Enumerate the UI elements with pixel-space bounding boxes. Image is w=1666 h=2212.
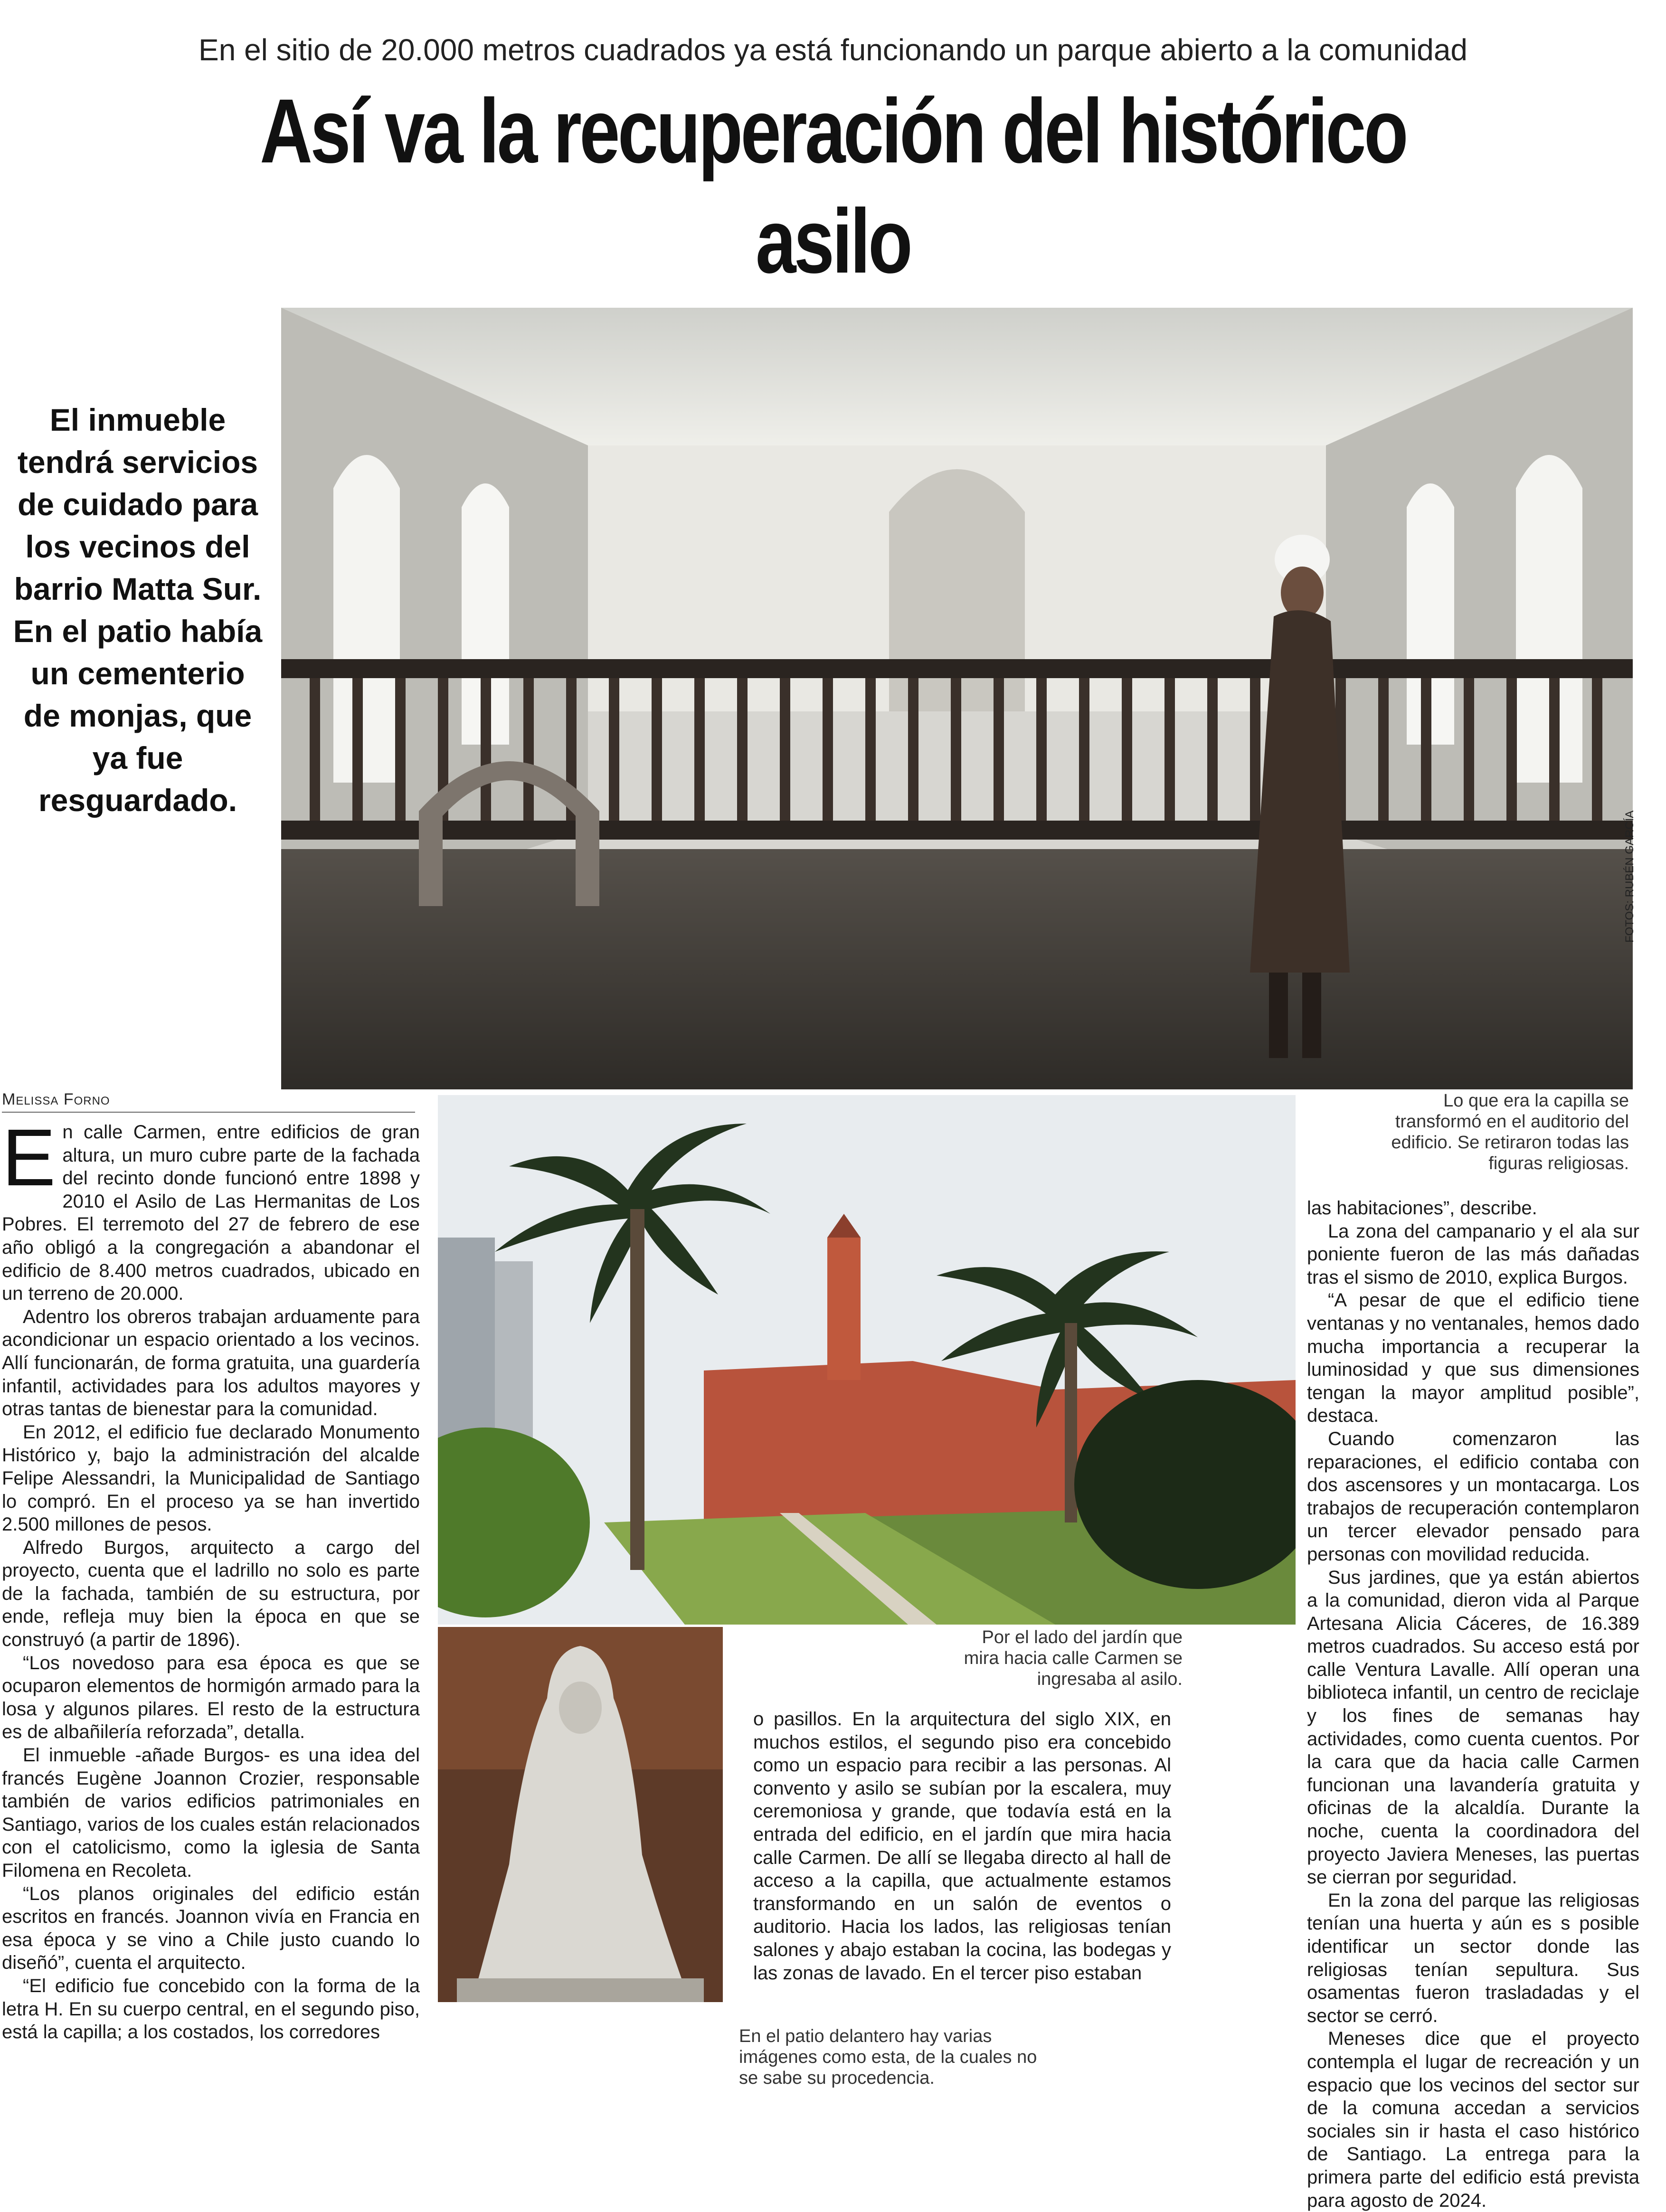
article-paragraph: Meneses dice que el proyecto contempla el lugar de recreación y un espacio que los vecinos del sector sur de la comuna accedan a servicios sociales sin ir hasta el caso histórico de Santiago. La entrega para la primera parte del edificio está prevista para agosto de 2024. [1307,2028,1639,2211]
garden-illustration [438,1095,1296,1625]
article-paragraph: En 2012, el edificio fue declarado Monumento Histórico y, bajo la administración del alcalde Felipe Alessandri, la Municipalidad de Santiago lo compró. En el proceso ya se han invertido 2.500 millones de pesos. [2,1421,420,1535]
photo-credit: FOTOS: RUBÉN GARCÍA [1623,810,1636,943]
article-paragraph: las habitaciones”, describe. [1307,1198,1537,1219]
article-paragraph: o pasillos. En la arquitectura del siglo XIX, en muchos estilos, el segundo piso era concebido como un espacio para recibir a las personas. Al convento y asilo se subían por la escalera, muy ceremoniosa y grande, que todavía está en la entrada del edificio, en el jardín que mira hacia calle Carmen. De allí se llegaba directo al hall de acceso a la capilla, que actualmente estamos transformando en un salón de eventos o auditorio. Hacia los lados, las religiosas tenían salones y abajo estaban la cocina, las bodegas y las zonas de lavado. En el tercer piso estaban [753,1709,1171,1984]
pullquote: El inmueble tendrá servicios de cuidado para los vecinos del barrio Matta Sur. En el patio había un cementerio de monjas, que ya fue resguardado. [13,402,263,818]
caption-chapel: Lo que era la capilla se transformó en el auditorio del edificio. Se retiraron todas las figuras religiosas. [1391,1091,1629,1173]
garden-photo [438,1095,1296,1625]
article-paragraph: “Los novedoso para esa época es que se ocuparon elementos de hormigón armado para la losa y algunos pilares. El resto de la estructura es de albañilería reforzada”, detalla. [2,1652,420,1743]
article-paragraph: Alfredo Burgos, arquitecto a cargo del proyecto, cuenta que el ladrillo no solo es parte de la fachada, también de su estructura, por ende, refleja muy bien la época en que se construyó (a partir de 1896). [2,1537,420,1651]
article-column-2 [753,1708,1171,1985]
caption-garden: Por el lado del jardín que mira hacia calle Carmen se ingresaba al asilo. [964,1627,1183,1689]
article-paragraph: En la zona del parque las religiosas tenían una huerta y aún es s posible identificar un sector donde las religiosas tenían sepultura. Sus osamentas fueron trasladadas y el sector se cerró. [1307,1890,1639,2026]
article-paragraph: El inmueble -añade Burgos- es una idea del francés Eugène Joannon Crozier, responsable también de varios edificios patrimoniales en Santiago, varios de los cuales están relacionados con el catolicismo, como la iglesia de Santa Filomena en Recoleta. [2,1745,420,1881]
headline-line-1: Así va la recuperación del histórico asilo [260,80,1406,292]
chapel-photo [281,308,1633,1089]
statue-photo [438,1627,723,2002]
chapel-illustration [281,308,1633,1089]
article-paragraph: Adentro los obreros trabajan arduamente para acondicionar un espacio orientado a los vecinos. Allí funcionarán, de forma gratuita, una guardería infantil, actividades para los adultos mayores y otras tantas de bienestar para la comunidad. [2,1306,420,1420]
statue-illustration [438,1627,723,2002]
article-column-1 [2,1113,420,2044]
article-paragraph: En calle Carmen, entre edificios de gran altura, un muro cubre parte de la fachada del recinto donde funcionó entre 1898 y 2010 el Asilo de Las Hermanitas de Los Pobres. El terremoto del 27 de febrero de ese año obligó a la congregación a abandonar el edificio de 8.400 metros cuadrados, ubicado en un terreno de 20.000. [2,1113,420,1305]
article-paragraph: “El edificio fue concebido con la forma de la letra H. En su cuerpo central, en el segundo piso, está la capilla; a los costados, los corredores [2,1975,420,2043]
byline: Melissa Forno [2,1090,415,1113]
article-paragraph: Cuando comenzaron las reparaciones, el edificio contaba con dos ascensores y un montacarga. Los trabajos de recuperación contemplaron un tercer elevador pensado para personas con movilidad reducida. [1307,1428,1639,1565]
article-paragraph: “Los planos originales del edificio están escritos en francés. Joannon vivía en Francia en esa época y se vino a Chile justo cuando lo diseñó”, cuenta el arquitecto. [2,1883,420,1974]
caption-statue: En el patio delantero hay varias imágenes como esta, de la cuales no se sabe su procedencia. [739,2026,1037,2088]
article-paragraph: “A pesar de que el edificio tiene ventanas y no ventanales, hemos dado mucha importancia a recuperar la luminosidad y que sus dimensiones tengan la mayor amplitud posible”, destaca. [1307,1290,1639,1427]
article-column-3 [1307,1197,1639,2212]
article-paragraph: Sus jardines, que ya están abiertos a la comunidad, dieron vida al Parque Artesana Alicia Cáceres, de 16.389 metros cuadrados. Su acceso está por calle Ventura Lavalle. Allí operan una biblioteca infantil, un centro de reciclaje y los fines de semanas hay actividades, como cuenta cuentos. Por la cara que da hacia calle Carmen funcionan una lavandería gratuita y oficinas de la alcaldía. Durante la noche, cuenta la coordinadora del proyecto Javiera Meneses, las puertas se cierran por seguridad. [1307,1567,1639,1888]
dropcap: E [2,1113,56,1203]
article-paragraph: La zona del campanario y el ala sur poniente fueron de las más dañadas tras el sismo de 2010, explica Burgos. [1307,1220,1639,1288]
kicker: En el sitio de 20.000 metros cuadrados ya está funcionando un parque abierto a la comunidad [199,33,1467,67]
